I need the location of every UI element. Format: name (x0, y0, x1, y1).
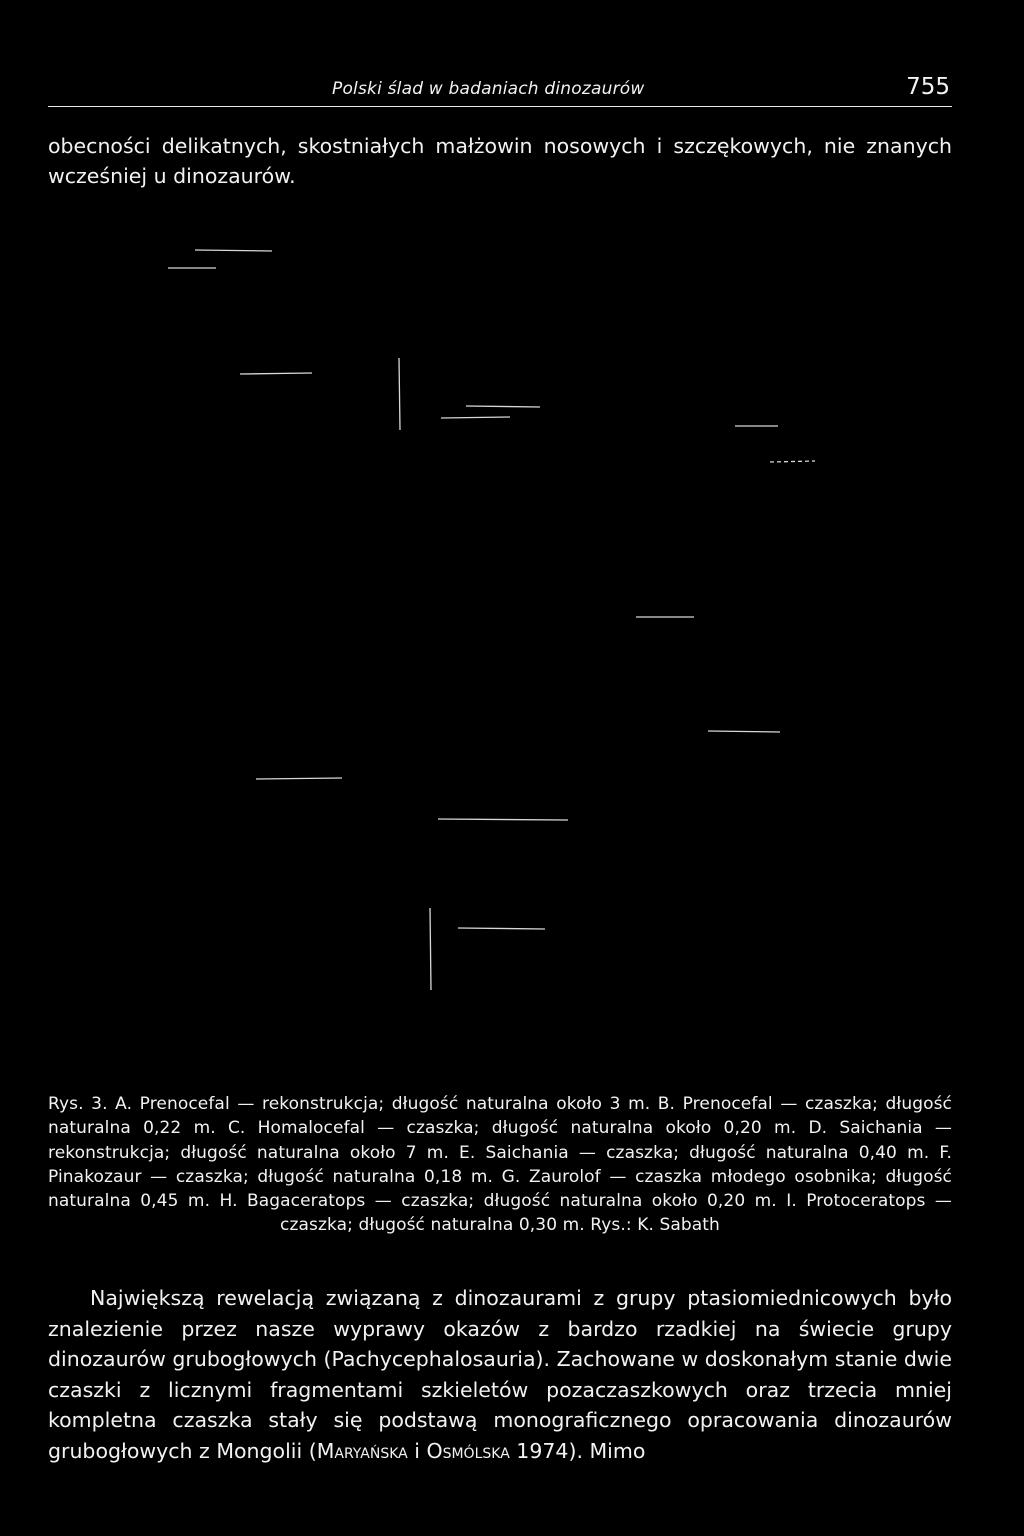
figure-stroke (430, 908, 431, 990)
figure-stroke (466, 406, 540, 407)
body-text-start: Największą rewelacją związaną z dinozaurami z grupy ptasiomiednicowych było znalezienie przez nasze wyprawy okazów z bardzo rzadkiej na świecie grupy dinozaurów grubogłowych (Pachycephalosauria). Zachowane w doskonałym stanie dwie czaszki z licznymi fragmentami szkieletów pozaczaszkowych oraz trzecia mniej kompletna czaszka stały się podstawą monograficznego opracowania dinozaurów grubogłowych z Mongolii ( (48, 1286, 952, 1463)
figure-stroke (441, 417, 510, 418)
running-title: Polski ślad w badaniach dinozaurów (332, 79, 645, 99)
figure-area (0, 230, 1024, 990)
body-conjunction: i (407, 1438, 427, 1463)
figure-stroke (770, 461, 815, 462)
figure-stroke (240, 373, 312, 374)
figure-stroke (458, 928, 545, 929)
figure-remnant-strokes (0, 230, 1024, 990)
body-paragraph (48, 1283, 952, 1467)
author-name: Osmólska (426, 1438, 510, 1463)
figure-stroke (256, 778, 342, 779)
body-text-end: 1974). Mimo (509, 1438, 646, 1463)
figure-caption: Rys. 3. A. Prenocefal — rekonstrukcja; długość naturalna około 3 m. B. Prenocefal — czaszka; długość naturalna 0,22 m. C. Homalocefal — czaszka; długość naturalna około 0,20 m. D. Saichania — rekonstrukcja; długość naturalna około 7 m. E. Saichania — czaszka; długość naturalna 0,40 m. F. Pinakozaur — czaszka; długość naturalna 0,18 m. G. Zaurolof — czaszka młodego osobnika; długość naturalna 0,45 m. H. Bagaceratops — czaszka; długość naturalna około 0,20 m. I. Protoceratops — czaszka; długość naturalna 0,30 m. Rys.: K. Sabath (48, 1094, 952, 1236)
figure-stroke (708, 731, 780, 732)
author-name: Maryańska (316, 1438, 408, 1463)
intro-paragraph: obecności delikatnych, skostniałych małżowin nosowych i szczękowych, nie znanych wcześniej u dinozaurów. (48, 134, 952, 188)
page-number: 755 (906, 74, 950, 100)
figure-stroke (399, 358, 400, 430)
running-head (48, 70, 952, 107)
figure-stroke (438, 819, 568, 820)
figure-stroke (195, 250, 272, 251)
